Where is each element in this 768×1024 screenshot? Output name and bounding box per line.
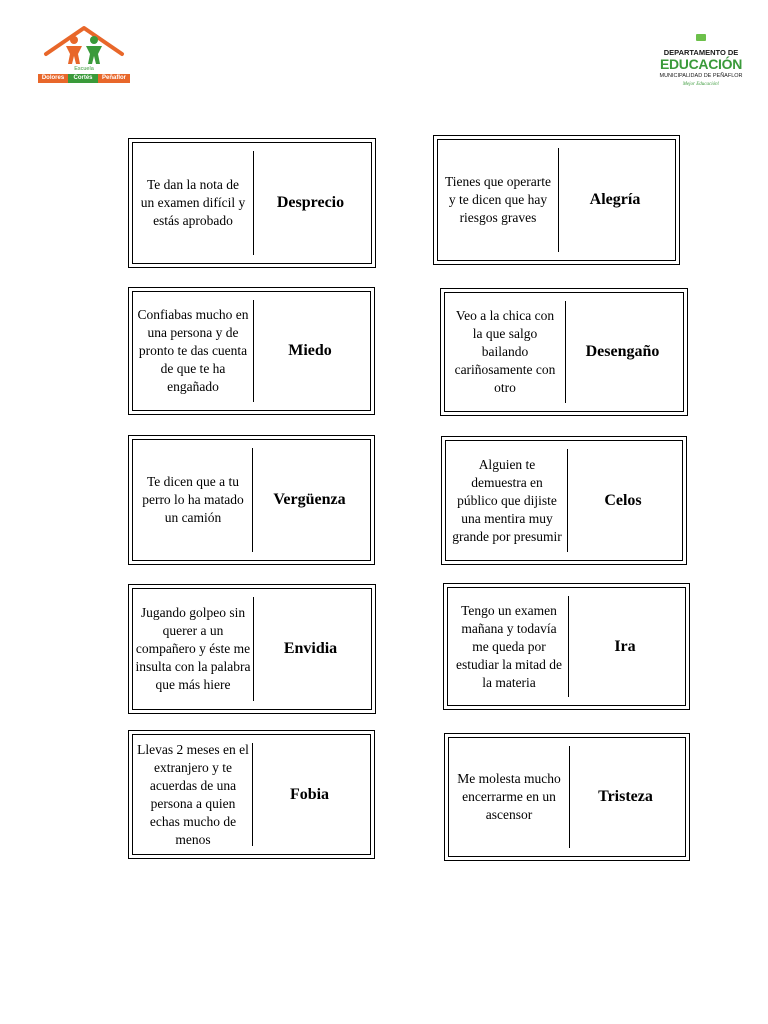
dept-logo-line2: EDUCACIÓN: [659, 56, 743, 72]
card-emotion: Celos: [604, 491, 642, 509]
card-situation: Veo a la chica con la que salgo bailando cariñosamente con otro: [454, 308, 556, 395]
card-situation: Alguien te demuestra en público que dijiste una mentira muy grande por presumir: [452, 456, 562, 544]
school-logo-name-2: Cortés: [73, 75, 93, 81]
card-10: [444, 733, 690, 861]
card-3: [128, 287, 375, 415]
briefcase-icon: [696, 34, 706, 41]
card-emotion: Alegría: [589, 191, 641, 208]
dept-logo-line4: Mejor Educación!: [682, 82, 720, 87]
card-situation: Confiabas mucho en una persona y de pronto te das cuenta de que te ha engañado: [137, 307, 249, 394]
card-emotion: Tristeza: [598, 788, 653, 805]
card-situation: Jugando golpeo sin querer a un compañero y éste me insulta con la palabra que más hiere: [135, 605, 251, 692]
card-1: [128, 138, 376, 268]
card-2: [433, 135, 680, 265]
card-emotion: Desengaño: [585, 343, 660, 360]
card-emotion: Desprecio: [276, 194, 345, 211]
card-5: [128, 435, 375, 565]
department-logo: [654, 26, 748, 120]
card-6: [441, 436, 687, 565]
card-emotion: Miedo: [288, 342, 332, 359]
card-situation: Tienes que operarte y te dicen que hay riesgos graves: [445, 174, 551, 225]
card-situation: Tengo un examen mañana y todavía me queda por estudiar la mitad de la materia: [455, 602, 563, 690]
card-emotion: Envidia: [283, 640, 338, 657]
dept-logo-line1: DEPARTAMENTO DE: [663, 48, 739, 57]
school-logo-name-1: Dolores: [41, 75, 65, 81]
card-4: [440, 288, 688, 416]
card-situation: Te dan la nota de un examen difícil y estás aprobado: [140, 177, 246, 228]
card-situation: Llevas 2 meses en el extranjero y te acuerdas de una persona a quien echas mucho de menos: [137, 741, 249, 847]
card-9: [128, 730, 375, 859]
school-logo-name-3: Peñaflor: [101, 75, 126, 81]
card-situation: Te dicen que a tu perro lo ha matado un camión: [142, 474, 244, 525]
card-7: [128, 584, 376, 714]
card-situation: Me molesta mucho encerrarme en un ascensor: [457, 771, 561, 822]
school-logo: [36, 24, 132, 88]
dept-logo-line3: MUNICIPALIDAD DE PEÑAFLOR: [659, 73, 743, 79]
card-emotion: Vergüenza: [273, 491, 346, 508]
card-emotion: Ira: [614, 637, 636, 655]
card-emotion: Fobia: [289, 785, 330, 803]
card-8: [443, 583, 690, 710]
school-logo-small-text: Escuela: [74, 66, 94, 72]
